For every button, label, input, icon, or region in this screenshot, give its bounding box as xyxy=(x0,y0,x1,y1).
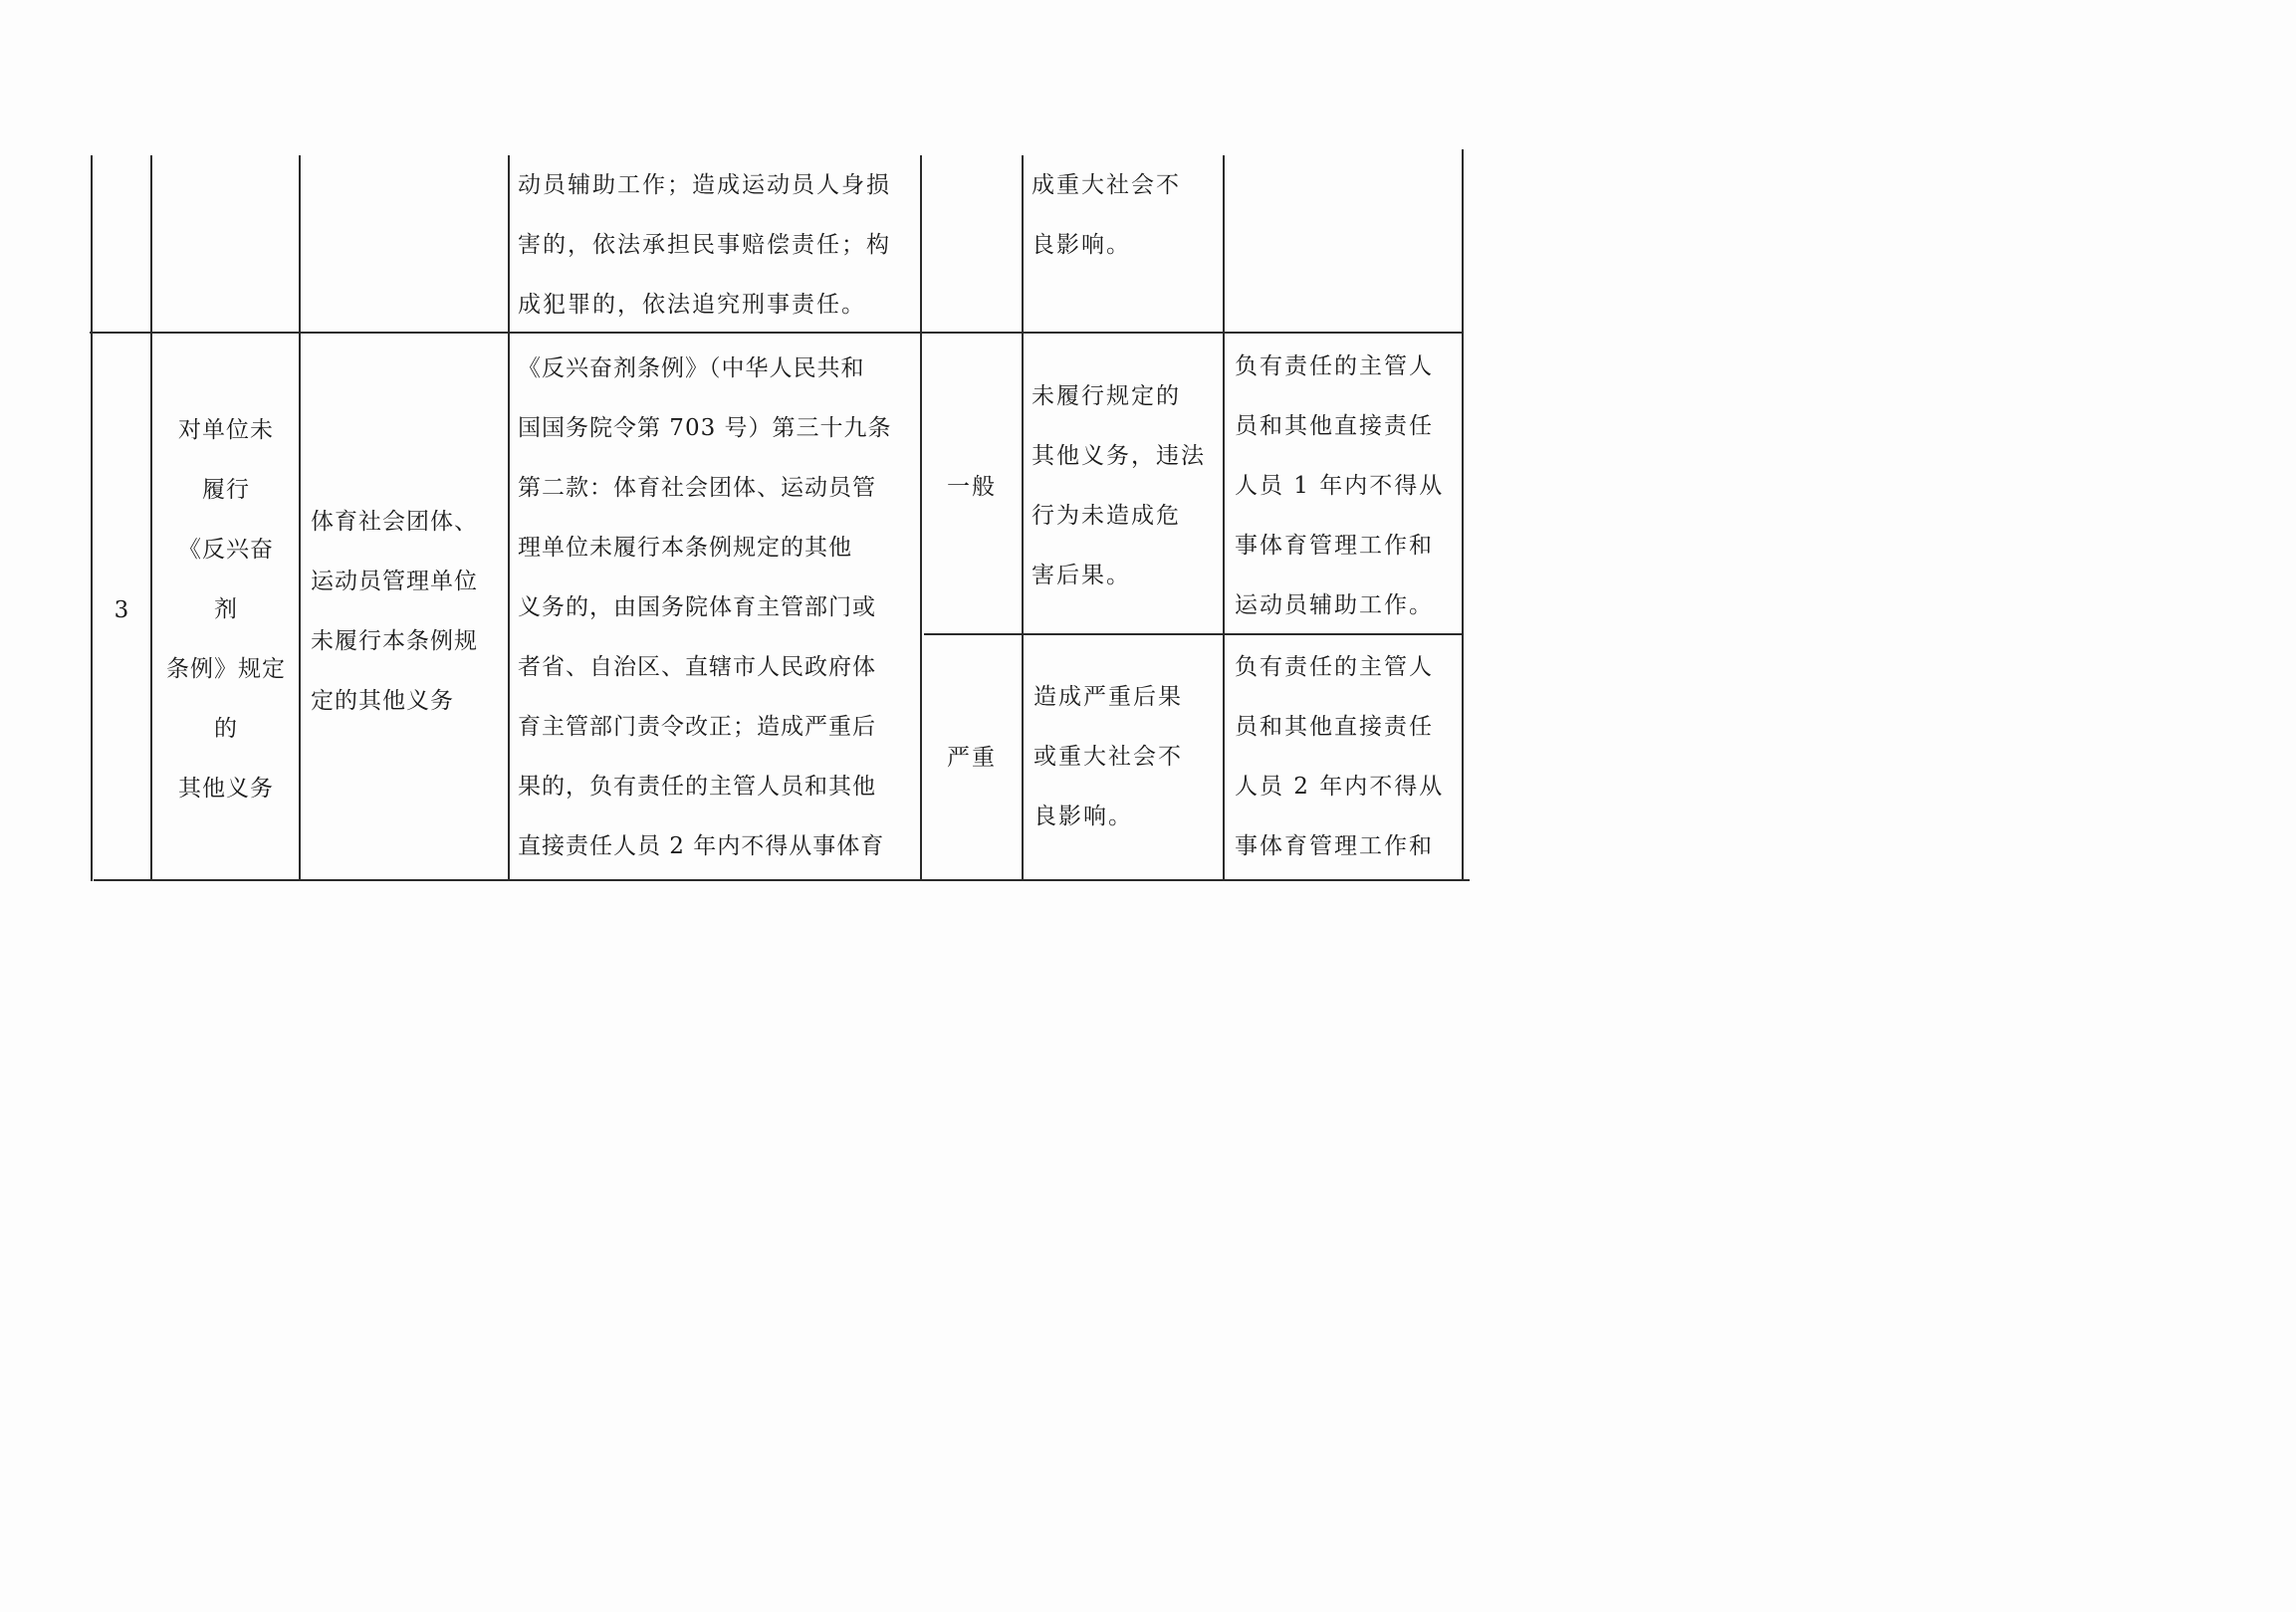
circumstance-continued-text: 成重大社会不 良影响。 xyxy=(1032,172,1181,258)
circumstance-serious-text: 造成严重后果 或重大社会不 良影响。 xyxy=(1033,684,1183,829)
column-divider xyxy=(150,155,152,881)
circumstance-general-text: 未履行规定的 其他义务，违法 行为未造成危 害后果。 xyxy=(1032,383,1206,588)
table-left-border xyxy=(91,155,93,881)
standard-serious-text: 负有责任的主管人 员和其他直接责任 人员 2 年内不得从 事体育管理工作和 xyxy=(1235,654,1445,859)
basis-continued-text: 动员辅助工作；造成运动员人身损 害的，依法承担民事赔偿责任；构 成犯罪的，依法追究刑事责任。 xyxy=(518,172,891,318)
level-general: 一般 xyxy=(947,474,997,500)
column-divider xyxy=(1223,155,1225,881)
violation-text: 体育社会团体、 运动员管理单位 未履行本条例规 定的其他义务 xyxy=(311,509,478,714)
row-number: 3 xyxy=(114,597,131,623)
legal-basis-text: 《反兴奋剂条例》（中华人民共和 国国务院令第 703 号）第三十九条 第二款：体育社会团体、运动员管 理单位未履行本条例规定的其他 义务的，由国务院体育主管部门或 者省、自治区、直辖市人民政府体 育主管部门责令改正；造成严重后 果的，负有责任的主管人员和其他 直接责任人员 2 年内不得从事体育 xyxy=(518,355,892,859)
standard-general-text: 负有责任的主管人 员和其他直接责任 人员 1 年内不得从 事体育管理工作和 运动员辅助工作。 xyxy=(1235,353,1445,618)
column-divider xyxy=(299,155,301,881)
table-right-border xyxy=(1462,149,1464,881)
level-serious: 严重 xyxy=(947,745,997,771)
column-divider xyxy=(1022,155,1024,881)
item-name-text: 对单位未 履行 《反兴奋 剂 条例》规定 的 其他义务 xyxy=(166,417,286,802)
column-divider xyxy=(508,155,510,881)
document-page xyxy=(0,0,1545,1097)
